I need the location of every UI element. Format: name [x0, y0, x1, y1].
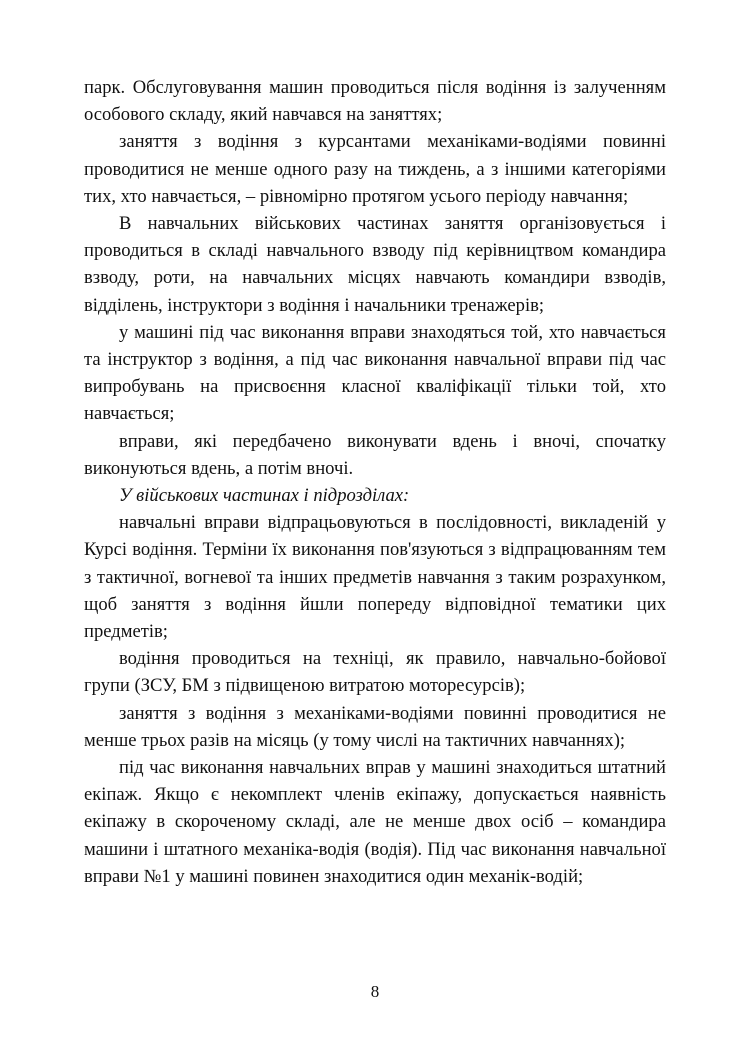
paragraph-training-frequency: заняття з водіння з курсантами механіками-водіями повинні проводитися не менше одного разу на тиждень, а з іншими категоріями тих, хто навчається, – рівномірно протягом усього періоду навчання; [84, 131, 666, 207]
paragraph-subheading: У військових частинах і підрозділах: [119, 485, 410, 507]
paragraph-monthly-sessions: заняття з водіння з механіками-водіями повинні проводитися не менше трьох разів на місяць (у тому числі на тактичних навчаннях); [84, 702, 666, 751]
paragraph-crew: під час виконання навчальних вправ у машині знаходиться штатний екіпаж. Якщо є некомплект членів екіпажу, допускається наявність екіпажу в скороченому складі, але не менше двох осіб – командира машини і штатного механіка-водія (водія). Під час виконання навчальної вправи №1 у машині повинен знаходитися один механік-водій; [84, 757, 666, 887]
paragraph-continuation: парк. Обслуговування машин проводиться після водіння із залученням особового складу, який навчався на заняттях; [84, 77, 666, 126]
paragraph-day-night: вправи, які передбачено виконувати вдень і вночі, спочатку виконуються вдень, а потім вночі. [84, 430, 666, 479]
body-text [84, 74, 666, 890]
paragraph-vehicle-occupants: у машині під час виконання вправи знаходяться той, хто навчається та інструктор з водіння, а під час виконання навчальної вправи під час випробувань на присвоєння класної кваліфікації тільки той, хто навчається; [84, 321, 666, 425]
page-number: 8 [370, 982, 380, 1001]
paragraph-exercise-sequence: навчальні вправи відпрацьовуються в послідовності, викладеній у Курсі водіння. Терміни їх виконання пов'язуються з відпрацюванням тем з тактичної, вогневої та інших предметів навчання з таким розрахунком, щоб заняття з водіння йшли попереду відповідної тематики цих предметів; [84, 512, 666, 643]
paragraph-equipment: водіння проводиться на техніці, як правило, навчально-бойової групи (ЗСУ, БМ з підвищеною витратою моторесурсів); [84, 648, 666, 697]
paragraph-training-units: В навчальних військових частинах заняття організовується і проводиться в складі навчального взводу під керівництвом командира взводу, роти, на навчальних місцях навчають командири взводів, відділень, інструктори з водіння і начальники тренажерів; [84, 213, 666, 316]
